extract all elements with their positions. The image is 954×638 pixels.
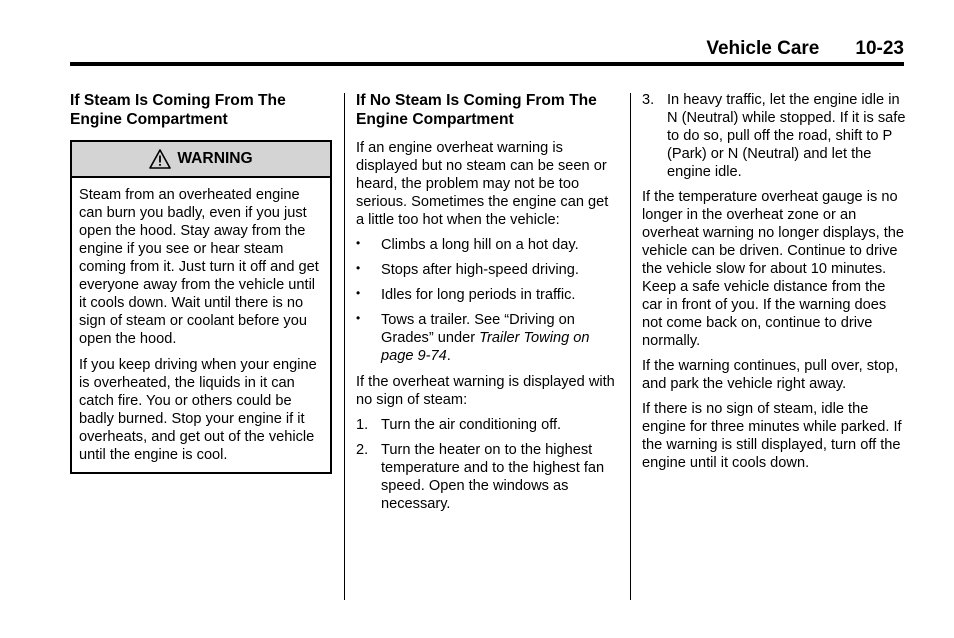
bullet-icon: • bbox=[356, 236, 361, 250]
page-number: 10-23 bbox=[855, 38, 904, 59]
header-rule bbox=[70, 62, 904, 66]
paragraph: If the overheat warning is displayed with no sign of steam: bbox=[356, 374, 615, 408]
bullet-icon: • bbox=[356, 261, 361, 275]
paragraph: If the warning continues, pull over, stop, and park the vehicle right away. bbox=[642, 358, 899, 392]
warning-paragraph: Steam from an overheated engine can burn you badly, even if you just open the hood. Stay away from the engine if you see or hear steam coming from it. Just turn it off and get everyone away from the vehicle until it cools down. Wait until there is no sign of steam or coolant before you open the hood. bbox=[79, 187, 319, 347]
warning-icon bbox=[149, 149, 171, 169]
step-number: 2. bbox=[356, 442, 369, 458]
list-item: 2. Turn the heater on to the highest temperature and to the highest fan speed. Open the windows as necessary. bbox=[356, 442, 605, 512]
column-divider bbox=[344, 93, 345, 600]
warning-title: WARNING bbox=[177, 150, 253, 167]
section-heading: If No Steam Is Coming From The Engine Compartment bbox=[356, 92, 597, 128]
column-2 bbox=[356, 91, 620, 520]
warning-body bbox=[72, 178, 330, 464]
cross-reference-link[interactable]: Trailer Towing on page 9‑74 bbox=[381, 330, 590, 364]
list-item: • Idles for long periods in traffic. bbox=[356, 286, 576, 303]
bullet-list bbox=[356, 236, 620, 365]
page-header bbox=[70, 38, 904, 64]
list-item: • Stops after high-speed driving. bbox=[356, 261, 579, 278]
warning-header bbox=[72, 142, 330, 178]
list-item: • Tows a trailer. See “Driving on Grades” under Trailer Towing on page 9‑74. bbox=[356, 311, 590, 364]
numbered-list bbox=[642, 91, 906, 181]
section-title: Vehicle Care bbox=[706, 38, 820, 59]
paragraph: If an engine overheat warning is displayed but no steam can be seen or heard, the problem may not be too serious. Sometimes the engine can get a little too hot when the vehicle: bbox=[356, 140, 609, 228]
paragraph: If the temperature overheat gauge is no longer in the overheat zone or an overheat warning no longer displays, the vehicle can be driven. Continue to drive the vehicle slow for about 10 minutes. Keep a safe vehicle distance from the car in front of you. If the warning does not come back on, continue to drive normally. bbox=[642, 189, 905, 349]
warning-box bbox=[70, 140, 332, 474]
list-item: 3. In heavy traffic, let the engine idle in N (Neutral) while stopped. If it is safe to do so, pull off the road, shift to P (Park) or N (Neutral) and let the engine idle. bbox=[642, 92, 906, 180]
step-number: 1. bbox=[356, 417, 369, 433]
paragraph: If there is no sign of steam, idle the engine for three minutes while parked. If the warning is still displayed, turn off the engine until it cools down. bbox=[642, 401, 902, 471]
step-number: 3. bbox=[642, 92, 655, 108]
column-3 bbox=[642, 91, 906, 479]
list-item: • Climbs a long hill on a hot day. bbox=[356, 236, 579, 253]
section-heading: If Steam Is Coming From The Engine Compartment bbox=[70, 92, 286, 128]
numbered-list bbox=[356, 416, 620, 513]
column-divider bbox=[630, 93, 631, 600]
list-item: 1. Turn the air conditioning off. bbox=[356, 417, 562, 433]
column-1 bbox=[70, 91, 332, 474]
bullet-icon: • bbox=[356, 286, 361, 300]
bullet-icon: • bbox=[356, 311, 361, 325]
warning-paragraph: If you keep driving when your engine is overheated, the liquids in it can catch fire. You or others could be badly burned. Stop your engine if it overheats, and get out of the vehicle until the engine is cool. bbox=[79, 357, 317, 463]
